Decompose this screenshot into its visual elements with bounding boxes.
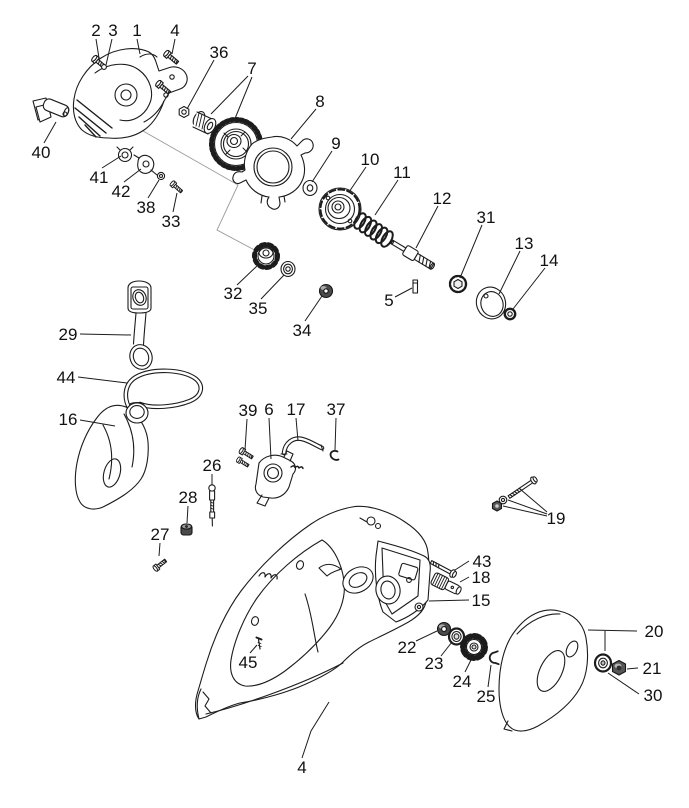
- leader-line-25: [488, 665, 491, 687]
- leader-line-7: [211, 76, 248, 114]
- leader-line-33: [173, 193, 177, 212]
- leader-line-19: [503, 506, 547, 516]
- leader-line-19: [520, 489, 547, 512]
- part-number-8: 8: [315, 92, 325, 111]
- nut-21: [613, 661, 626, 676]
- part-number-41: 41: [89, 168, 109, 187]
- adjuster-needle: [209, 485, 215, 526]
- leader-line-32: [237, 264, 259, 285]
- part-number-6: 6: [264, 400, 274, 419]
- part-number-23: 23: [424, 654, 444, 673]
- starter-housing: [73, 49, 187, 139]
- screw-39-b: [236, 456, 250, 468]
- pin-5: [413, 280, 418, 293]
- part-number-28: 28: [178, 488, 198, 507]
- e-clip-25: [490, 651, 499, 664]
- part-number-12: 12: [432, 189, 452, 208]
- part-number-45: 45: [238, 653, 258, 672]
- leader-line-9: [312, 151, 332, 182]
- part-number-39: 39: [238, 401, 258, 420]
- part-number-44: 44: [56, 368, 76, 387]
- washer-38: [157, 172, 164, 179]
- screw-33: [169, 180, 183, 194]
- chain-cover: [499, 610, 588, 731]
- nut-19: [493, 501, 502, 511]
- part-number-18: 18: [471, 568, 491, 587]
- leader-line-40: [44, 122, 56, 143]
- leader-line-15: [429, 600, 469, 601]
- leader-line-35: [261, 275, 284, 299]
- part-number-32: 32: [223, 284, 243, 303]
- leader-line-24: [465, 660, 471, 672]
- circlip-41: [117, 147, 133, 162]
- leader-line-13: [499, 251, 520, 294]
- leader-line-18: [460, 577, 469, 582]
- part-number-13: 13: [514, 234, 534, 253]
- part-number-9: 9: [331, 134, 341, 153]
- leader-line-10: [349, 167, 366, 192]
- part-number-27: 27: [150, 525, 170, 544]
- part-number-15: 15: [471, 591, 491, 610]
- part-number-14: 14: [539, 251, 559, 270]
- leader-line-41: [102, 156, 121, 168]
- part-number-34: 34: [292, 321, 312, 340]
- part-number-38: 38: [136, 198, 156, 217]
- leader-line-14: [513, 268, 545, 309]
- leader-line-27: [159, 543, 160, 556]
- part-number-35: 35: [248, 299, 268, 318]
- part-number-4-top: 4: [170, 21, 180, 40]
- leader-line-5: [395, 288, 412, 297]
- leader-line-34: [305, 296, 322, 321]
- screw-27: [152, 558, 167, 572]
- sprocket-24: [462, 635, 486, 659]
- fitting-18: [430, 572, 463, 597]
- part-number-5: 5: [384, 291, 394, 310]
- part-number-11: 11: [393, 163, 411, 182]
- cover-disc-13: [472, 283, 509, 322]
- leader-line-42: [124, 169, 141, 182]
- drive-shaft: [388, 237, 437, 272]
- part-number-17: 17: [286, 400, 306, 419]
- part-number-29: 29: [58, 325, 78, 344]
- seal-ring-14: [505, 309, 515, 319]
- screw-4-upper: [163, 50, 180, 66]
- part-number-30: 30: [643, 686, 663, 705]
- leader-line-22: [416, 631, 437, 641]
- part-number-7: 7: [247, 59, 257, 78]
- leader-line-37: [335, 418, 336, 450]
- leader-line-39: [245, 419, 247, 450]
- leader-line-11: [375, 180, 398, 215]
- washer-35: [281, 262, 295, 277]
- washer-9: [303, 181, 317, 196]
- leader-line-31: [460, 225, 482, 278]
- part-number-42: 42: [111, 182, 131, 201]
- part-number-1: 1: [132, 21, 142, 40]
- cap-nut-31: [450, 276, 467, 293]
- leader-line-21: [627, 668, 638, 669]
- part-number-33: 33: [161, 212, 181, 231]
- part-number-19: 19: [546, 509, 566, 528]
- leader-line-43: [455, 561, 469, 570]
- leader-line-29: [80, 334, 131, 335]
- leader-line-38: [148, 180, 159, 198]
- leader-line-8: [291, 109, 316, 139]
- part-number-36: 36: [209, 43, 229, 62]
- part-number-10: 10: [360, 150, 380, 169]
- part-number-20: 20: [644, 622, 664, 641]
- part-number-16: 16: [58, 410, 78, 429]
- grommet-28: [181, 524, 192, 535]
- leader-line-6: [269, 418, 271, 459]
- parts-artwork: [33, 49, 626, 731]
- coil-spring: [352, 211, 395, 248]
- crankcase-body: [196, 506, 431, 719]
- part-number-25: 25: [476, 687, 496, 706]
- part-number-22: 22: [397, 638, 417, 657]
- clip-37: [331, 451, 339, 460]
- pinion-32: [254, 244, 278, 268]
- leader-line-44: [78, 377, 127, 383]
- leader-line-4-bottom: [302, 702, 329, 758]
- part-number-3: 3: [108, 21, 118, 40]
- leader-line-36: [187, 60, 214, 109]
- part-number-31: 31: [476, 208, 496, 227]
- washer-3: [102, 65, 107, 70]
- part-number-24: 24: [452, 672, 472, 691]
- bolt-19: [507, 475, 539, 500]
- leader-line-30: [608, 673, 639, 694]
- part-number-21: 21: [642, 659, 662, 678]
- part-number-2: 2: [91, 21, 101, 40]
- nut-34: [320, 285, 333, 298]
- fuel-tank: [75, 403, 148, 510]
- piston-assembly: [126, 281, 155, 373]
- leader-line-7: [234, 77, 252, 121]
- oil-pump: [255, 451, 303, 506]
- leader-line-4-top: [172, 39, 175, 54]
- part-number-4-bottom: 4: [297, 758, 307, 777]
- part-number-37: 37: [326, 400, 346, 419]
- leader-line-28: [187, 506, 188, 523]
- part-number-40: 40: [31, 143, 51, 162]
- part-number-26: 26: [202, 456, 222, 475]
- grip-tool: [33, 97, 70, 122]
- leader-line-12: [416, 206, 438, 248]
- washer-30: [595, 655, 611, 672]
- leader-line-20: [588, 630, 637, 631]
- part-number-43: 43: [472, 552, 492, 571]
